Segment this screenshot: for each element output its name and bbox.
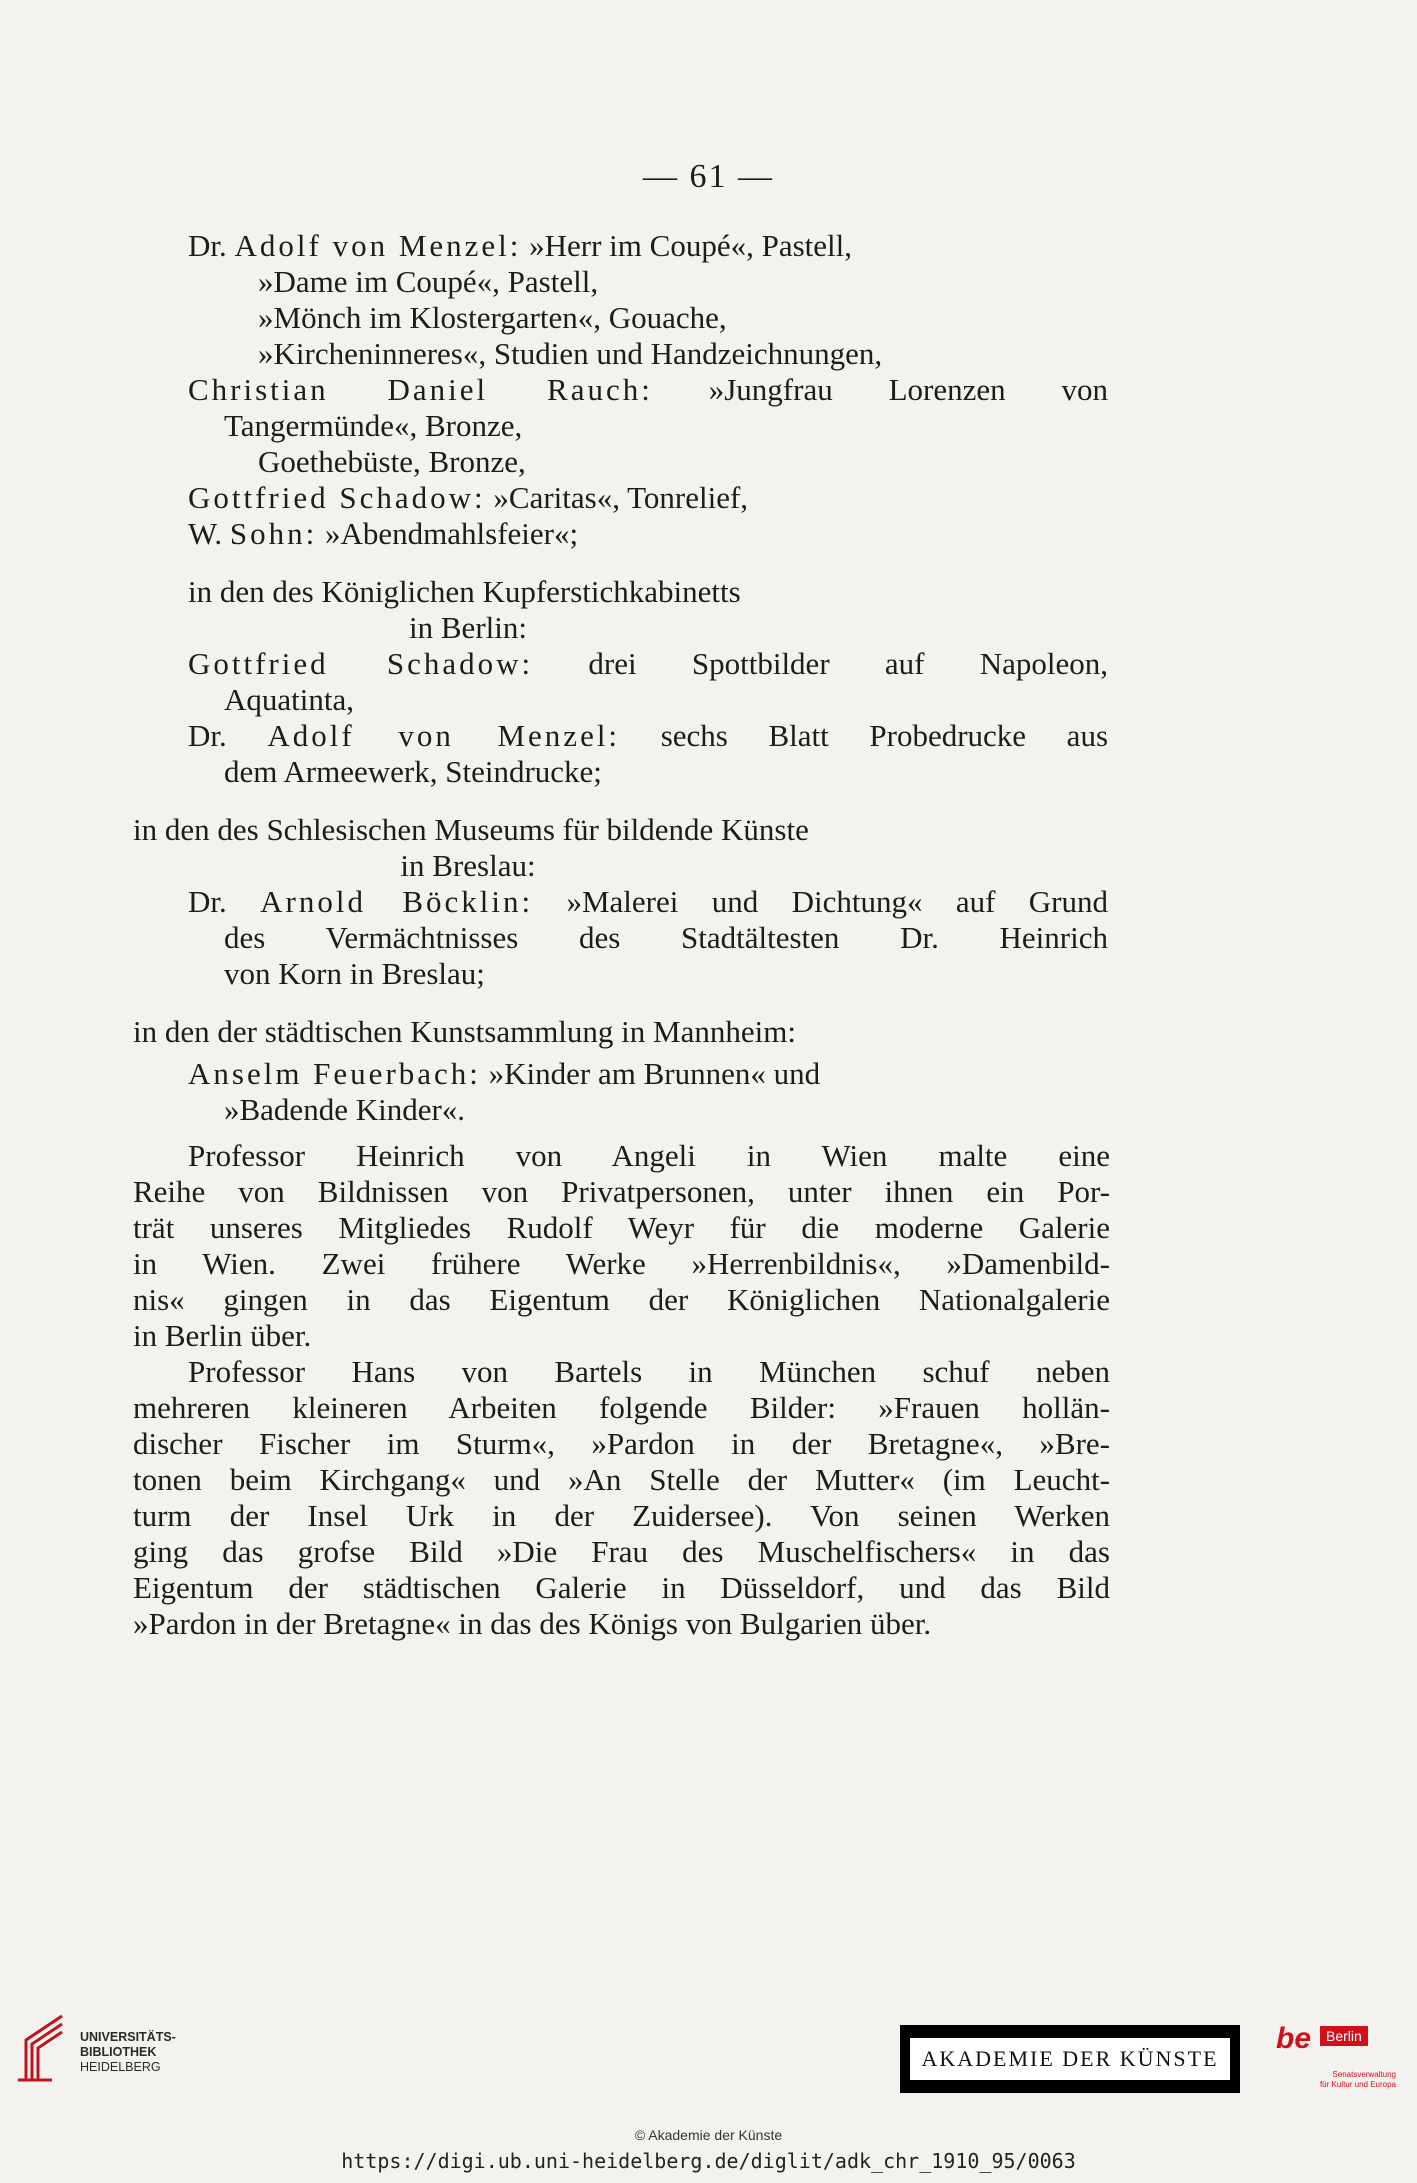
text-line (188, 336, 1108, 372)
line-text: Goethebüste, Bronze, (258, 444, 526, 479)
line-text: »Malerei und Dichtung« auf Grund (533, 884, 1108, 919)
line-text: Aquatinta, (224, 682, 354, 717)
line-text: des Vermächtnisses des Stadtältesten Dr. Heinrich (224, 920, 1108, 955)
paragraph-line: mehreren kleineren Arbeiten folgende Bilder: »Frauen hollän- (133, 1390, 1110, 1425)
line-text: drei Spottbilder auf Napoleon, (533, 646, 1109, 681)
paragraph-line: nis« gingen in das Eigentum der Königlichen Nationalgalerie (133, 1282, 1110, 1317)
artist-name: Sohn: (229, 516, 318, 551)
document-body (133, 228, 1110, 1642)
library-name-line1: UNIVERSITÄTS- (80, 2030, 176, 2044)
berlin-tag: Berlin (1320, 2026, 1368, 2046)
loan-list-kupferstichkabinett (188, 646, 1108, 790)
artist-name: Gottfried Schadow: (188, 646, 534, 681)
text-line (188, 264, 1108, 300)
text-line (188, 228, 1108, 264)
line-text: »Abendmahlsfeier«; (317, 516, 579, 551)
line-text: »Dame im Coupé«, Pastell, (258, 264, 599, 299)
berlin-be-mark: be (1276, 2022, 1312, 2055)
line-text: »Mönch im Klostergarten«, Gouache, (258, 300, 727, 335)
paragraph-line: Eigentum der städtischen Galerie in Düsseldorf, und das Bild (133, 1570, 1110, 1605)
artist-name: Adolf von Menzel: (267, 718, 621, 753)
text-line (188, 754, 1108, 790)
artist-name: Arnold Böcklin: (260, 884, 534, 919)
paragraph-line: in Wien. Zwei frühere Werke »Herrenbildnis«, »Damenbild- (133, 1246, 1110, 1281)
text-line (188, 646, 1108, 682)
line-text: »Caritas«, Tonrelief, (485, 480, 749, 515)
line-text: »Jungfrau Lorenzen von (652, 372, 1108, 407)
permalink-url[interactable]: https://digi.ub.uni-heidelberg.de/diglit/adk_chr_1910_95/0063 (341, 2149, 1076, 2173)
berlin-sub-line1: Senatsverwaltung (1332, 2070, 1396, 2079)
loan-list-mannheim (188, 1056, 1108, 1128)
library-emblem-icon (12, 2010, 74, 2086)
copyright-notice: © Akademie der Künste (634, 2127, 783, 2143)
paragraph-line: turm der Insel Urk in der Zuidersee). Von seinen Werken (133, 1498, 1110, 1533)
line-text: Tangermünde«, Bronze, (224, 408, 523, 443)
library-name-line2: BIBLIOTHEK (80, 2045, 157, 2059)
paragraph-line: in Berlin über. (133, 1318, 312, 1353)
section-heading-kupferstichkabinett: in den des Königlichen Kupferstichkabinetts (188, 574, 741, 609)
line-text: »Badende Kinder«. (224, 1092, 466, 1127)
report-paragraphs (133, 1138, 1110, 1642)
line-text: »Herr im Coupé«, Pastell, (521, 228, 853, 263)
paragraph-line: Professor Heinrich von Angeli in Wien malte eine (188, 1138, 1110, 1173)
line-text: sechs Blatt Probedrucke aus (620, 718, 1109, 753)
akademie-der-kuenste-logo[interactable] (900, 2025, 1240, 2093)
text-line (188, 444, 1108, 480)
line-text: von Korn in Breslau; (224, 956, 485, 991)
line-text: »Kinder am Brunnen« und (480, 1056, 821, 1091)
paragraph-line: Reihe von Bildnissen von Privatpersonen, unter ihnen ein Por- (133, 1174, 1110, 1209)
paragraph-line: Professor Hans von Bartels in München schuf neben (188, 1354, 1110, 1389)
artist-name: Christian Daniel Rauch: (188, 372, 653, 407)
text-line (188, 516, 1108, 552)
text-line (188, 1056, 1108, 1092)
line-prefix: Dr. (188, 884, 261, 919)
section-heading-schlesisches-museum-city: in Breslau: (400, 848, 536, 883)
text-line (188, 480, 1108, 516)
akademie-label: AKADEMIE DER KÜNSTE (910, 2038, 1230, 2080)
text-line (188, 300, 1108, 336)
paragraph (133, 1138, 1110, 1354)
text-line (188, 920, 1108, 956)
berlin-senate-logo[interactable] (1276, 2022, 1396, 2102)
text-line (188, 682, 1108, 718)
section-heading-mannheim: in den der städtischen Kunstsammlung in Mannheim: (133, 1014, 796, 1049)
heidelberg-library-logo[interactable] (12, 2010, 192, 2090)
line-text: »Kircheninneres«, Studien und Handzeichnungen, (258, 336, 883, 371)
loan-list-national-gallery (188, 228, 1108, 552)
text-line (188, 956, 1108, 992)
text-line (188, 1092, 1108, 1128)
paragraph-line: tonen beim Kirchgang« und »An Stelle der Mutter« (im Leucht- (133, 1462, 1110, 1497)
section-heading-schlesisches-museum: in den des Schlesischen Museums für bildende Künste (133, 812, 809, 847)
artist-name: Anselm Feuerbach: (188, 1056, 481, 1091)
paragraph-line: »Pardon in der Bretagne« in das des Königs von Bulgarien über. (133, 1606, 932, 1641)
library-name-line3: HEIDELBERG (80, 2060, 161, 2074)
text-line (188, 372, 1108, 408)
page-number: — 61 — (643, 158, 774, 195)
paragraph-line: discher Fischer im Sturm«, »Pardon in der Bretagne«, »Bre- (133, 1426, 1110, 1461)
loan-list-schlesisches-museum (188, 884, 1108, 992)
paragraph-line: trät unseres Mitgliedes Rudolf Weyr für die moderne Galerie (133, 1210, 1110, 1245)
artist-name: Gottfried Schadow: (188, 480, 486, 515)
artist-name: Adolf von Menzel: (234, 228, 522, 263)
line-prefix: Dr. (188, 718, 268, 753)
line-text: dem Armeewerk, Steindrucke; (224, 754, 602, 789)
paragraph-line: ging das grofse Bild »Die Frau des Muschelfischers« in das (133, 1534, 1110, 1569)
line-prefix: W. (188, 516, 230, 551)
text-line (188, 884, 1108, 920)
section-heading-kupferstichkabinett-city: in Berlin: (409, 610, 527, 645)
text-line (188, 408, 1108, 444)
line-prefix: Dr. (188, 228, 235, 263)
berlin-sub-line2: für Kultur und Europa (1319, 2080, 1396, 2089)
text-line (188, 718, 1108, 754)
paragraph (133, 1354, 1110, 1642)
